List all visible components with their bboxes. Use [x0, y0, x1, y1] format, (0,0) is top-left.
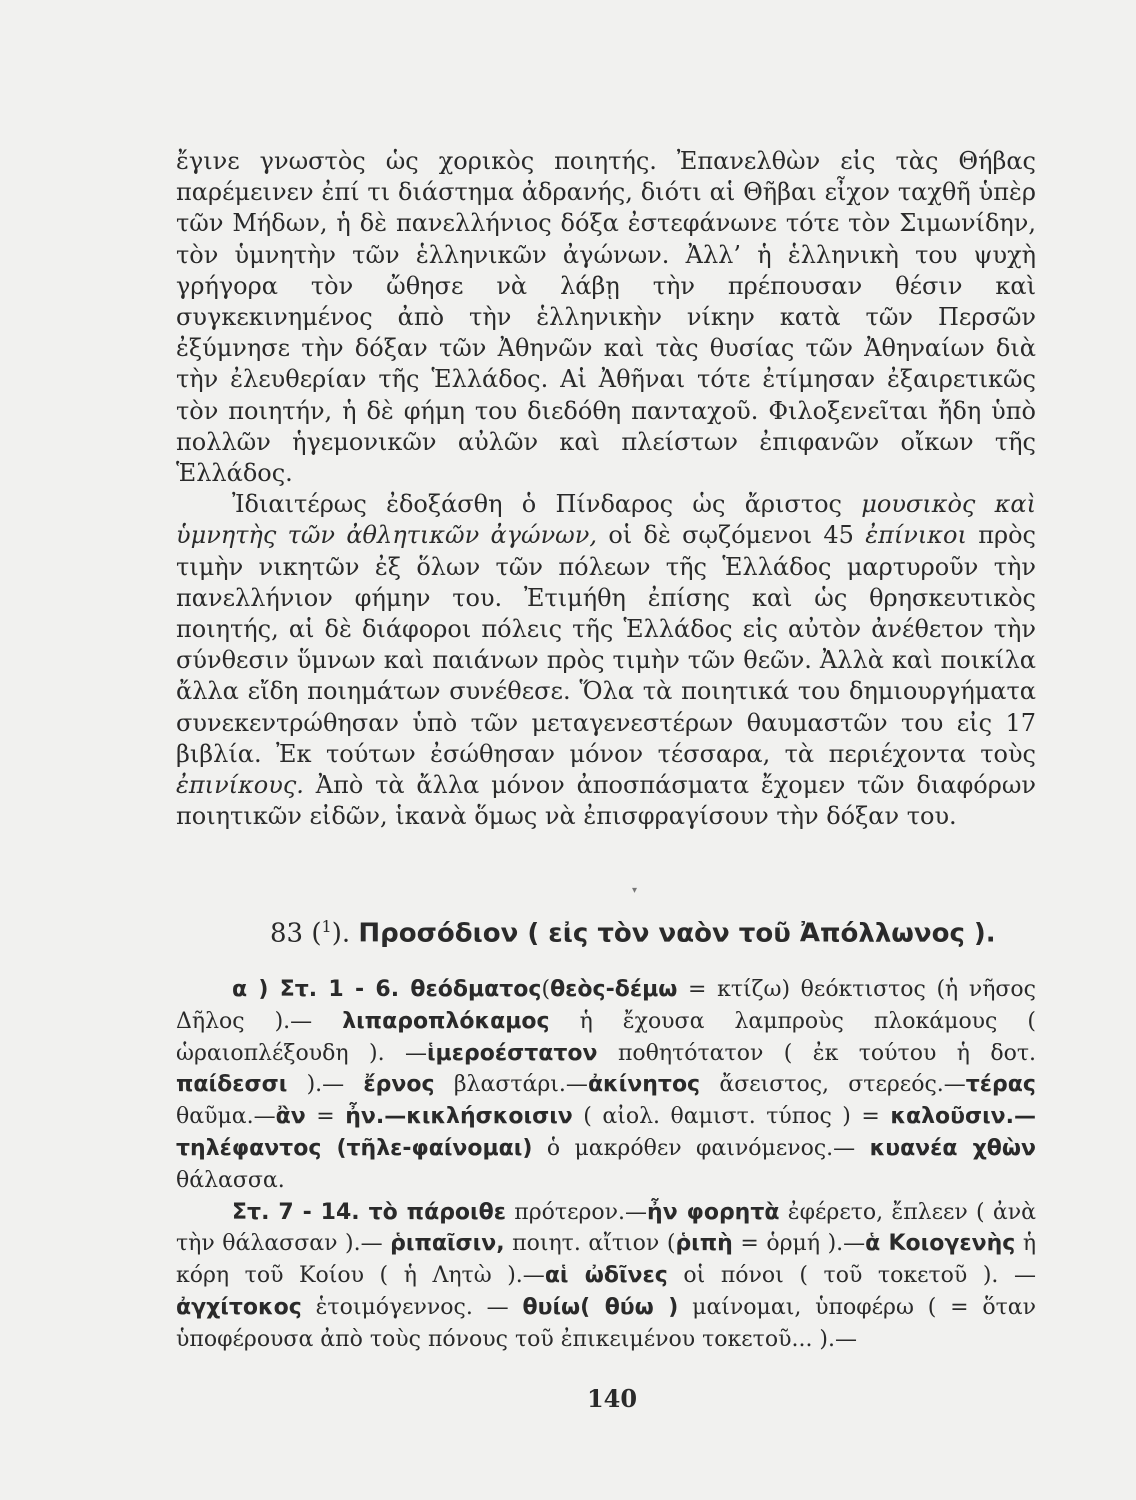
bold-term: παίδεσσι: [176, 1072, 288, 1098]
text-run: ἡ κόρη τοῦ Κοίου ( ἡ Λητὼ ).—: [176, 1231, 1037, 1289]
italic-word: ἐπινίκους.: [176, 771, 304, 800]
text-run: βλαστάρι.—: [453, 1072, 588, 1098]
paragraph-1: ἔγινε γνωστὸς ὡς χορικὸς ποιητής. Ἐπανελθὼν εἰς τὰς Θήβας παρέμεινεν ἐπί τι διάστημα ἀδρανής, διότι αἱ Θῆβαι εἶχον ταχθῆ ὑπὲρ τῶν Μήδων, ἡ δὲ πανελλήνιος δόξα ἐστεφάνωνε τότε τὸν Σιμωνίδην, τὸν ὑμνητὴν τῶν ἑλληνικῶν ἀγώνων. Ἀλλ’ ἡ ἑλληνικὴ του ψυχὴ γρήγορα τὸν ὤθησε νὰ λάβῃ τὴν πρέπουσαν θέσιν καὶ συγκεκινημένος ἀπὸ τὴν ἑλληνικὴν νίκην κατὰ τῶν Περσῶν ἐξύμνησε τὴν δόξαν τῶν Ἀθηνῶν καὶ τὰς θυσίας τῶν Ἀθηναίων διὰ τὴν ἐλευθερίαν τῆς Ἑλλάδος. Αἱ Ἀθῆναι τότε ἐτίμησαν ἐξαιρετικῶς τὸν ποιητήν, ἡ δὲ φήμη του διεδόθη πανταχοῦ. Φιλοξενεῖται ἤδη ὑπὸ πολλῶν ἡγεμονικῶν αὐλῶν καὶ πλείστων ἐπιφανῶν οἴκων τῆς Ἑλλάδος.: [176, 147, 1036, 488]
page-number: 140: [586, 1384, 638, 1413]
text-run: οἱ δὲ σῳζόμενοι 45: [608, 521, 854, 550]
text-run: ἐφέρετο, ἔπλεεν ( ἀνὰ τὴν θάλασσαν ).—: [176, 1199, 1037, 1257]
paragraph-2: [176, 489, 1036, 832]
bold-term: ἱμεροέστατον: [426, 1040, 598, 1066]
text-run: ἡ ἔχουσα λαμπροὺς πλοκάμους ( ὡραιοπλέξουδη ). —: [176, 1008, 1036, 1066]
text-run: οἱ πόνοι ( τοῦ τοκετοῦ ). —: [683, 1263, 1036, 1289]
bold-term: ἂν: [275, 1104, 306, 1130]
text-run: θάλασσα.: [176, 1167, 285, 1193]
text-run: =: [316, 1104, 335, 1130]
text-run: (: [541, 977, 551, 1002]
text-run: ὁ μακρόθεν φαινόμενος.—: [546, 1135, 856, 1161]
italic-phrase: μουσικὸς καὶ ὑμνητὴς τῶν ἀθλητικῶν ἀγώνων,: [176, 490, 1036, 550]
commentary-notes: [176, 974, 1036, 1356]
bold-term: ῥιπὴ: [675, 1231, 733, 1257]
bold-term: ἦν.—κικλήσκοισιν: [345, 1104, 573, 1130]
bold-term: θεὸς-δέμω: [550, 977, 678, 1002]
bold-term: ἀγχίτοκος: [176, 1294, 302, 1320]
text-run: πρότερον.—: [514, 1199, 648, 1225]
italic-word: ἐπίνικοι: [865, 521, 967, 550]
section-heading: [270, 910, 1050, 951]
bold-term: α ) Στ. 1 - 6. θεόδματος: [232, 977, 542, 1002]
text-run: ἑτοιμόγεννος. —: [315, 1294, 509, 1320]
bold-term: ἀκίνητος: [587, 1072, 701, 1098]
bold-term: ἁ Κοιογενὴς: [865, 1231, 1016, 1257]
bold-term: κυανέα χθὼν: [869, 1135, 1037, 1161]
print-speck: ▾: [632, 885, 638, 896]
footnote-ref: 1: [321, 917, 332, 936]
text-run: πρὸς τιμὴν νικητῶν ἐξ ὅλων τῶν πόλεων τῆς Ἑλλάδος μαρτυροῦν τὴν πανελλήνιον φήμην του. Ἐτιμήθη ἐπίσης καὶ ὡς θρησκευτικὸς ποιητής, αἱ δὲ διάφοροι πόλεις τῆς Ἑλλάδος εἰς αὐτὸν ἀνέθετον τὴν σύνθεσιν ὕμνων καὶ παιάνων πρὸς τιμὴν τῶν θεῶν. Ἀλλὰ καὶ ποικίλα ἄλλα εἴδη ποιημάτων συνέθεσε. Ὅλα τὰ ποιητικά του δημιουργήματα συνεκεντρώθησαν ὑπὸ τῶν μεταγενεστέρων θαυμαστῶν του εἰς 17 βιβλία. Ἐκ τούτων ἐσώθησαν μόνον τέσσαρα, τὰ περιέχοντα τοὺς: [176, 521, 1036, 768]
text-run: = ὁρμή ).—: [740, 1231, 866, 1257]
bold-term: ῥιπαῖσιν,: [390, 1231, 505, 1257]
text-run: θαῦμα.—: [176, 1104, 276, 1130]
section-title: Προσόδιον ( εἰς τὸν ναὸν τοῦ Ἀπόλλωνος ).: [358, 918, 996, 949]
text-run: ).—: [306, 1072, 345, 1098]
text-run: ἄσειστος, στερεός.—: [719, 1072, 966, 1098]
text-run: ποθητότατον ( ἐκ τούτου ἡ δοτ.: [617, 1040, 1036, 1066]
bold-term: λιπαροπλόκαμος: [342, 1008, 550, 1034]
bold-term: ἦν φορητὰ: [647, 1199, 780, 1225]
text-run: ποιητ. αἴτιον (: [512, 1231, 676, 1257]
text-run: Ἰδιαιτέρως ἐδοξάσθη ὁ Πίνδαρος ὡς ἄριστος: [232, 490, 842, 519]
bold-term: αἱ ὠδῖνες: [544, 1263, 668, 1289]
note-block-1: [176, 974, 1036, 1197]
text-run: Ἀπὸ τὰ ἄλλα μόνον ἀποσπάσματα ἔχομεν τῶν διαφόρων ποιητικῶν εἰδῶν, ἱκανὰ ὅμως νὰ ἐπισφραγίσουν τὴν δόξαν του.: [176, 771, 1036, 831]
bold-term: θυίω( θύω ): [522, 1294, 679, 1320]
note-block-2: [176, 1197, 1036, 1356]
text-run: = κτίζω) θεόκτιστος (ἡ νῆσος Δῆλος ).—: [176, 977, 1036, 1034]
section-number: 83 (: [270, 918, 322, 949]
main-text: [176, 146, 1036, 832]
bold-term: Στ. 7 - 14. τὸ πάροιθε: [232, 1199, 506, 1225]
bold-term: καλοῦσιν.—τηλέφαντος (τῆλε-φαίνομαι): [176, 1104, 1037, 1161]
bold-term: ἔρνος: [363, 1072, 435, 1098]
text-run: μαίνομαι, ὑποφέρω ( = ὅταν ὑποφέρουσα ἀπὸ τοὺς πόνους τοῦ ἐπικειμένου τοκετοῦ... ).—: [176, 1294, 1036, 1352]
text-run: ( αἰολ. θαμιστ. τύπος ) =: [583, 1104, 880, 1130]
bold-term: τέρας: [965, 1072, 1036, 1098]
section-number-close: ).: [331, 918, 351, 949]
